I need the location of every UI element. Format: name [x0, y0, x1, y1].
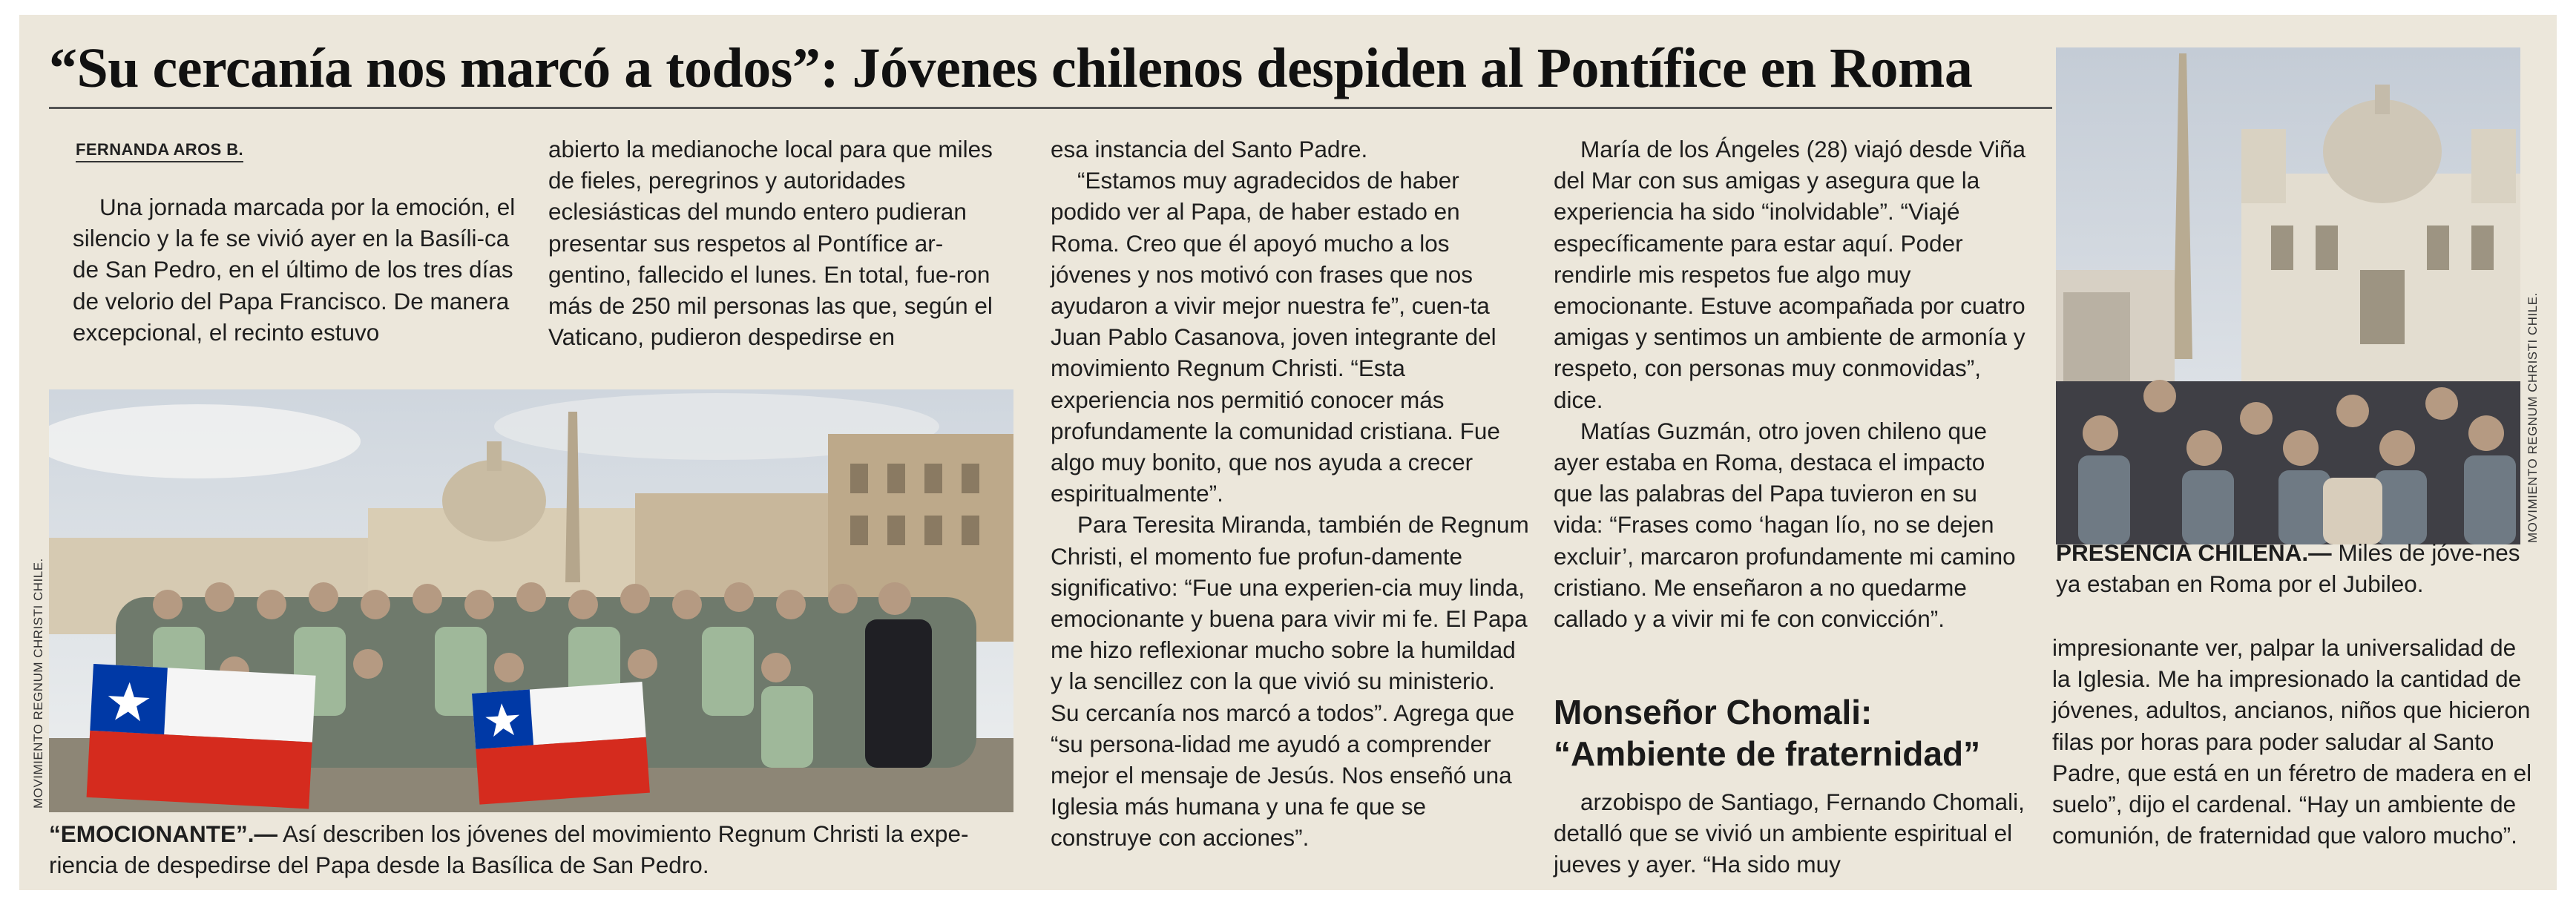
paragraph: esa instancia del Santo Padre.: [1051, 136, 1368, 162]
photo-piazza-navona: [2056, 47, 2520, 544]
photo-caption-right: [2056, 537, 2531, 599]
article-column-1: [73, 191, 539, 348]
paragraph: Matías Guzmán, otro joven chileno que ayer estaba en Roma, destaca el impacto que las palabras del Papa tuvieron en su vida: “Frases como ‘hagan lío, no se dejen excluir’, marcaron profundamente mi camino cristiano. Me enseñaron a no quedarme callado y a vivir mi fe con convicción”.: [1554, 417, 2016, 633]
article-column-2: [548, 134, 1023, 352]
photo-group-st-peters: [49, 389, 1013, 812]
headline-rule: [49, 107, 2052, 109]
photo-credit-left: MOVIMIENTO REGNUM CHRISTI CHILE.: [31, 558, 45, 809]
article-column-5: [2052, 632, 2534, 851]
article-column-4b: [1554, 786, 2028, 880]
newspaper-page: [19, 15, 2557, 890]
photo-caption-left: [49, 818, 1028, 880]
photo-illustration: [49, 389, 1013, 812]
caption-lead: PRESENCIA CHILENA.—: [2056, 539, 2332, 566]
article-column-3: [1051, 134, 1530, 854]
article-column-4: [1554, 134, 2028, 634]
paragraph: arzobispo de Santiago, Fernando Chomali, detalló que se vivió un ambiente espiritual el jueves y ayer. “Ha sido muy: [1554, 789, 2025, 878]
paragraph: Una jornada marcada por la emoción, el silencio y la fe se vivió ayer en la Basíli-ca de San Pedro, en el último de los tres días de velorio del Papa Francisco. De manera excepcional, el recinto estuvo: [73, 194, 516, 346]
byline: FERNANDA AROS B.: [76, 139, 243, 162]
paragraph: impresionante ver, palpar la universalidad de la Iglesia. Me ha impresionado la cantidad de jóvenes, adultos, ancianos, niños que hicieron filas por horas para poder saludar al Santo Padre, que está en un féretro de madera en el suelo”, dijo el cardenal. “Hay un ambiente de comunión, de fraternidad que valoro mucho”.: [2052, 634, 2532, 849]
photo-credit-right: MOVIMIENTO REGNUM CHRISTI CHILE.: [2526, 292, 2540, 543]
paragraph: María de los Ángeles (28) viajó desde Viña del Mar con sus amigas y asegura que la experiencia ha sido “inolvidable”. “Viajé específicamente para estar aquí. Poder rendirle mis respetos fue algo muy emocionante. Estuve acompañada por cuatro amigas y sentimos un ambiente de armonía y respeto, con personas muy conmovidas”, dice.: [1554, 136, 2026, 413]
subhead: Monseñor Chomali: “Ambiente de fraternidad”: [1554, 693, 1981, 773]
caption-text: Así describen los jóvenes del movimiento Regnum Christi la expe-riencia de despedirse del Papa desde la Basílica de San Pedro.: [49, 820, 969, 878]
caption-lead: “EMOCIONANTE”.—: [49, 820, 278, 847]
photo-illustration: [2056, 47, 2520, 544]
headline: “Su cercanía nos marcó a todos”: Jóvenes chilenos despiden al Pontífice en Roma: [49, 37, 1973, 99]
caption-text: Miles de jóve-nes ya estaban en Roma por el Jubileo.: [2056, 539, 2520, 597]
paragraph: abierto la medianoche local para que miles de fieles, peregrinos y autoridades eclesiásticas del mundo entero pudieran presentar sus respetos al Pontífice ar-gentino, fallecido el lunes. En total, fue-ron más de 250 mil personas las que, según el Vaticano, pudieron despedirse en: [548, 136, 993, 351]
paragraph: Para Teresita Miranda, también de Regnum Christi, el momento fue profun-damente significativo: “Fue una experien-cia muy linda, emocionante y buena para vivir mi fe. El Papa me hizo reflexionar mucho sobre la humildad y la sencillez con la que vivió su ministerio. Su cercanía nos marcó a todos”. Agrega que “su persona-lidad me ayudó a comprender mejor el mensaje de Jesús. Nos enseñó una Iglesia más humana y una fe que se construye con acciones”.: [1051, 511, 1529, 852]
paragraph: “Estamos muy agradecidos de haber podido ver al Papa, de haber estado en Roma. Creo que él apoyó mucho a los jóvenes y nos motivó con frases que nos ayudaron a vivir mejor nuestra fe”, cuen-ta Juan Pablo Casanova, joven integrante del movimiento Regnum Christi. “Esta experiencia nos permitió conocer más profundamente la comunidad cristiana. Fue algo muy bonito, que nos ayuda a crecer espiritualmente”.: [1051, 167, 1500, 507]
